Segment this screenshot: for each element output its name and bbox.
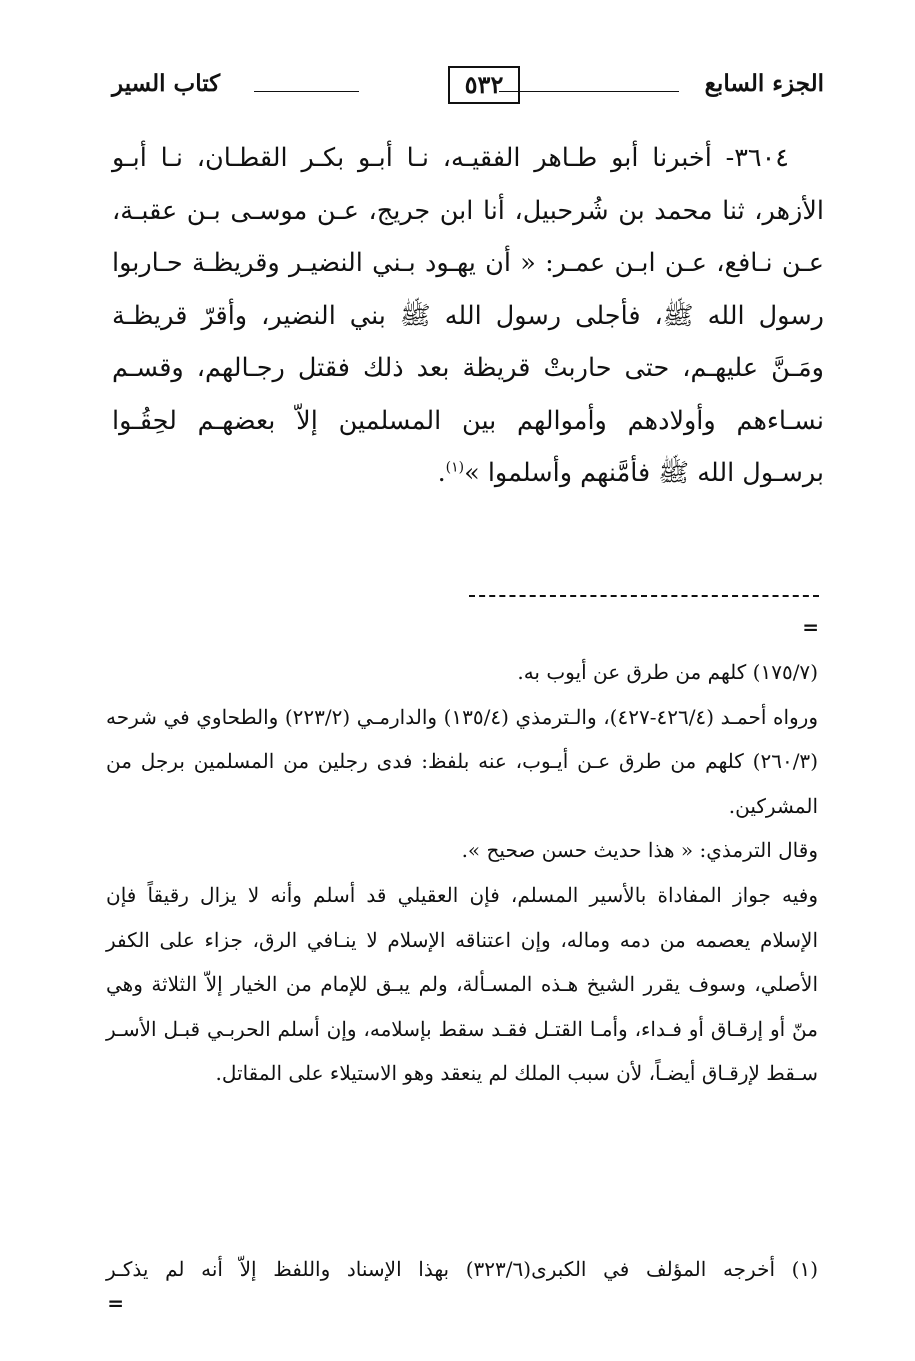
footnotes (106, 650, 818, 1096)
hadith-text: ٣٦٠٤- أخبرنا أبو طـاهر الفقيـه، نـا أبـو بكـر القطـان، نـا أبـو الأزهر، ثنا محمد بن شُرحبيل، أنا ابن جريج، عـن موسـى بـن عقبـة، عـن نـافع، عـن ابـن عمـر: « أن يهـود بـني النضيـر وقريظـة حـاربوا رسول الله ﷺ، فأجلى رسول الله ﷺ بني النضير، وأقرّ قريظـة ومَـنَّ عليهـم، حتى حاربتْ قريظة بعد ذلك فقتل رجـالهم، وقسـم نسـاءهم وأولادهم وأموالهم بين المسلمين إلاّ بعضهـم لحِقُـوا برسـول الله ﷺ فأمَّنهم وأسلموا » (112, 143, 824, 488)
footnote-line: (١٧٥/٧) كلهم من طرق عن أيوب به. (517, 660, 818, 684)
header-rule-left (254, 91, 359, 92)
book-title: كتاب السير (112, 70, 221, 97)
volume-title: الجزء السابع (704, 70, 824, 97)
footnote-separator (469, 595, 819, 597)
footnote-reference: (١) (445, 459, 465, 476)
paragraph-end: . (437, 458, 446, 488)
continuation-mark-bottom: = (107, 1291, 124, 1315)
header-rule-right (499, 91, 679, 92)
footnote-line: وقال الترمذي: « هذا حديث حسن صحيح ». (461, 838, 818, 863)
continuation-mark-top: = (802, 615, 819, 639)
page-number-box: ٥٣٢ (448, 66, 520, 104)
footnote-one: (١) أخرجه المؤلف في الكبرى(٣٢٣/٦) بهذا الإسناد واللفظ إلاّ أنه لم يذكـر (106, 1257, 818, 1281)
running-header (112, 62, 824, 112)
main-text (112, 132, 824, 500)
footnote-line: وفيه جواز المفاداة بالأسير المسلم، فإن العقيلي قد أسلم وأنه لا يزال رقيقاً فإن الإسلام يعصمه من دمه وماله، وإن اعتناقه الإسلام لا ينـافي الرق، جزاء على الكفر الأصلي، وسوف يقرر الشيخ هـذه المسـألة، ولم يبـق للإمام من الخيار إلاّ الثلاثة وهي منّ أو إرقـاق أو فـداء، وأمـا القتـل فقـد سقط بإسلامه، وإن أسلم الحربـي قبـل الأسـر سـقط لإرقـاق أيضـاً، لأن سبب الملك لم ينعقد وهو الاستيلاء على المقاتل. (106, 882, 818, 1086)
hadith-paragraph (112, 132, 824, 500)
footnote-line: ورواه أحمـد (٤٢٦/٤-٤٢٧)، والـترمذي (١٣٥/٤) والدارمـي (٢٢٣/٢) والطحاوي في شرحه (٢٦٠/٣) كلهم من طرق عـن أيـوب، عنه بلفظ: فدى رجلين من المسلمين برجل من المشركين. (106, 704, 818, 818)
